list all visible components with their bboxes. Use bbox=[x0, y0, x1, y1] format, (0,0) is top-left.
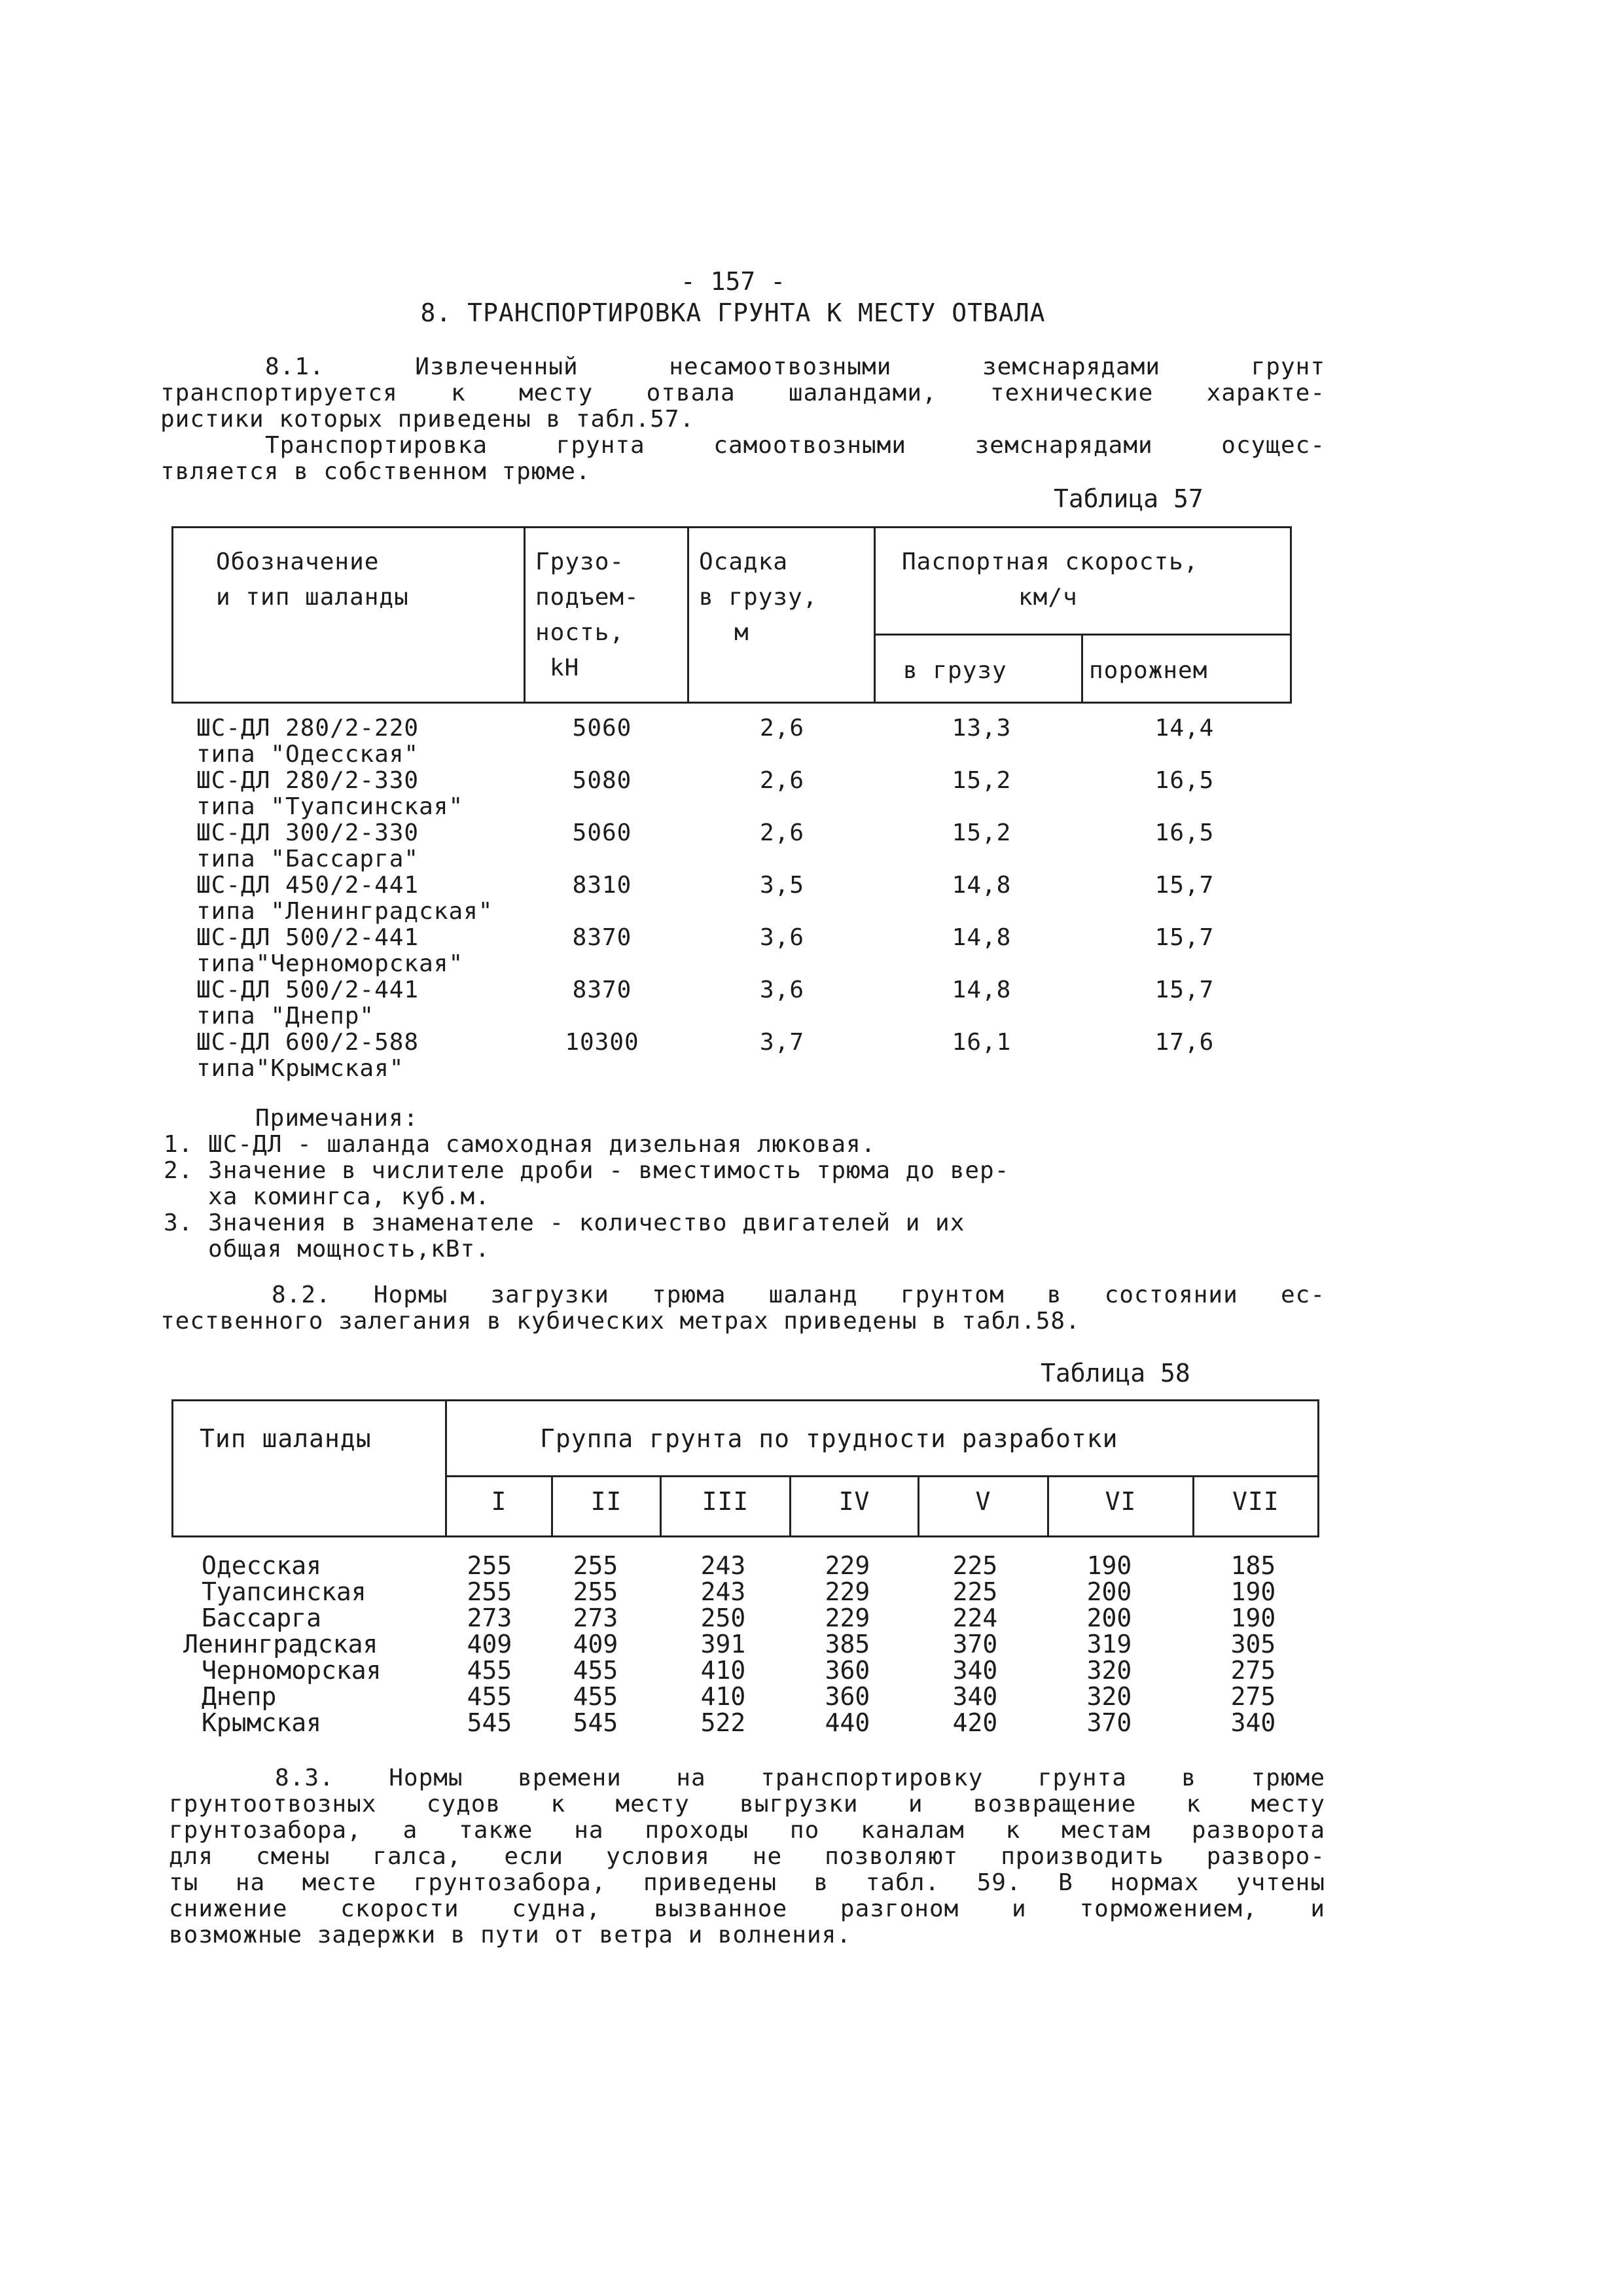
section-heading: 8. ТРАНСПОРТИРОВКА ГРУНТА К МЕСТУ ОТВАЛА bbox=[420, 298, 1046, 327]
note-item: 3. Значения в знаменателе - количество двигателей и их bbox=[164, 1210, 965, 1236]
header-draft-line-2: в грузу, bbox=[699, 584, 818, 611]
header-draft-unit: м bbox=[734, 619, 749, 646]
note-item: 1. ШС-ДЛ - шаланда самоходная дизельная люковая. bbox=[164, 1131, 876, 1158]
table-58-caption: Таблица 58 bbox=[1041, 1359, 1190, 1388]
document-page: - 157 - 8. ТРАНСПОРТИРОВКА ГРУНТА К МЕСТУ ОТВАЛА 8.1. Извлеченный несамоотвозными земснарядами грунт транспортируется к месту отвала шаландами, технические характе- ристики которых приведены в табл.57. Транспортировка грунта самоотвозными земснарядами осущес- твляется в собственном трюме. Таблица 57 Обозначение и тип шаланды Грузо- подъем- ность, kH Осадка в грузу, м Паспортная скорость, км/ч в грузу порожнем ШС-ДЛ 280/2-220 типа "Одесская" 5060 2,6 13,3 14,4 ШС-ДЛ 280/2-330 типа "Туапсинская" 5080 2,6 15,2 16,5 ШС-ДЛ 300/2-330 типа "Бассарга" 5060 2,6 15,2 16,5 ШС-ДЛ 450/2-441 типа "Ленинградская" 8310 3,5 14,8 15,7 ШС-ДЛ 500/2-441 типа"Черноморская" 8370 3,6 14,8 15,7 ШС-ДЛ 500/2-441 типа "Днепр" 8370 3,6 14,8 15,7 ШС-ДЛ 600/2-588 типа"Крымская" 10300 3,7 16,1 17,6 Примечания: 1. ШС-ДЛ - шаланда самоходная дизельная люковая. 2. Значение в числителе дроби - вместимость трюма до вер- ха комингса, куб.м. 3. Значения в знаменателе - количество двигателей и их общая мощность,кВт. 8.2. Нормы загрузки трюма шаланд грунтом в состоянии ес- тественного залегания в кубических метрах приведены в табл.58. Таблица 58 Тип шаланды Группа грунта по трудности разработки I II III IV V VI VII Одесская 255 255 243 229 225 190 185 Туапсинская 255 255 243 229 225 200 190 Бассарга 273 273 250 229 224 200 190 Ленинградская 409 409 391 385 370 319 305 Черноморская 455 455 410 360 340 320 275 Днепр 455 455 410 360 340 320 275 Крымская 545 545 522 440 420 370 340 8.3. Нормы времени на транспортировку грунта в трюме грунтоотвозных судов к месту выгрузки и возвращение к месту грунтозабора, а также на проходы по каналам к местам разворота для смены галса, если условия не позволяют производить разворо- ты на месте грунтозабора, приведены в табл. 59. В нормах учтены снижение скорости судна, вызванное разгоном и торможением, и возможные задержки в пути от ветра и волнения. bbox=[0, 0, 1623, 2296]
header-speed-unit: км/ч bbox=[1018, 584, 1078, 611]
header-capacity-line-1: Грузо- bbox=[535, 548, 625, 575]
notes-title: Примечания: bbox=[255, 1105, 419, 1132]
header-draft-line-1: Осадка bbox=[699, 548, 789, 575]
header-capacity-unit: kH bbox=[550, 655, 580, 681]
header-group-1: I bbox=[491, 1487, 507, 1516]
header-group-7: VII bbox=[1232, 1487, 1279, 1516]
note-item: общая мощность,кВт. bbox=[164, 1236, 490, 1263]
header-designation-line-1: Обозначение bbox=[216, 548, 380, 575]
header-capacity-line-3: ность, bbox=[535, 619, 625, 646]
header-speed-line-1: Паспортная скорость, bbox=[902, 548, 1199, 575]
header-barge-type: Тип шаланды bbox=[200, 1424, 372, 1453]
header-speed-loaded: в грузу bbox=[903, 657, 1007, 684]
header-soil-group: Группа грунта по трудности разработки bbox=[540, 1424, 1118, 1453]
header-group-6: VI bbox=[1105, 1487, 1137, 1516]
header-capacity-line-2: подъем- bbox=[535, 584, 639, 611]
header-group-3: III bbox=[702, 1487, 749, 1516]
header-group-4: IV bbox=[838, 1487, 870, 1516]
note-item: ха комингса, куб.м. bbox=[164, 1183, 490, 1210]
page-number: - 157 - bbox=[680, 267, 786, 296]
header-designation-line-2: и тип шаланды bbox=[216, 584, 409, 611]
header-group-5: V bbox=[975, 1487, 991, 1516]
note-item: 2. Значение в числителе дроби - вместимость трюма до вер- bbox=[164, 1157, 1010, 1184]
header-group-2: II bbox=[590, 1487, 622, 1516]
table-57-caption: Таблица 57 bbox=[1054, 484, 1204, 513]
header-speed-empty: порожнем bbox=[1089, 657, 1208, 684]
